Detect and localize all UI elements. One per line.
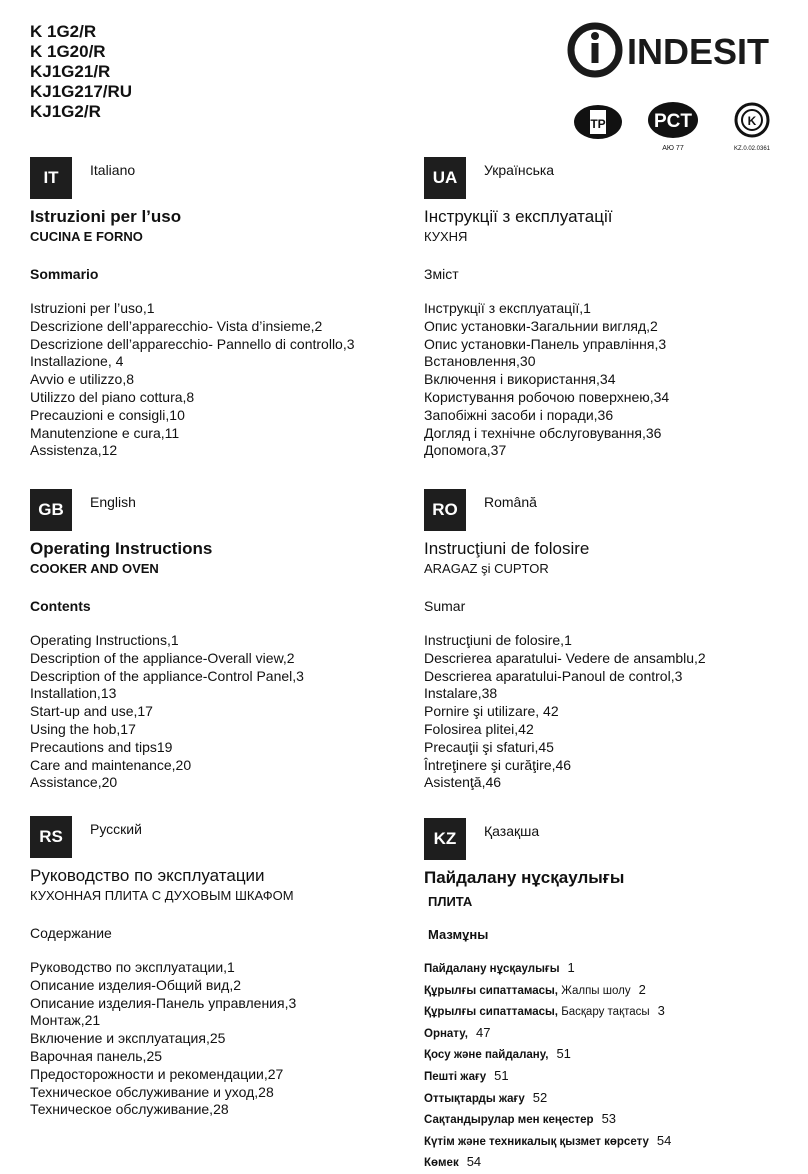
section-subtitle: КУХНЯ <box>424 229 468 244</box>
list-item: Descrizione dell’apparecchio- Pannello di controllo,3 <box>30 335 355 352</box>
section-title: Руководство по эксплуатации <box>30 866 265 885</box>
section-subtitle: КУХОННАЯ ПЛИТА С ДУХОВЫМ ШКАФОМ <box>30 888 294 903</box>
page-number: 53 <box>601 1111 617 1127</box>
model-name: K 1G20/R <box>30 42 106 61</box>
contents-heading: Sommario <box>30 266 99 282</box>
language-badge: UA <box>424 157 466 199</box>
item-title: Орнату, <box>424 1027 468 1040</box>
item-title: Сақтандырулар мен кеңестер <box>424 1114 594 1127</box>
list-item: Folosirea plitei,42 <box>424 720 534 737</box>
list-item: Assistance,20 <box>30 774 118 791</box>
section-kz <box>424 818 804 1174</box>
gost-tr-icon <box>574 105 622 139</box>
section-title: Istruzioni per l’uso <box>30 207 182 226</box>
page-number: 47 <box>475 1024 491 1040</box>
list-item: Догляд і технічне обслуговування,36 <box>424 424 662 441</box>
item-title: Көмек <box>424 1157 459 1170</box>
list-item: Інструкції з експлуатації,1 <box>424 300 591 316</box>
language-name: Українська <box>484 162 555 178</box>
list-item: Avvio e utilizzo,8 <box>30 371 135 388</box>
list-item: Описание изделия-Панель управления,3 <box>30 994 297 1011</box>
section-subtitle: ПЛИТА <box>428 894 473 909</box>
pct-icon <box>648 102 698 152</box>
list-item: Варочная панель,25 <box>30 1047 163 1064</box>
list-item <box>424 1001 804 1023</box>
model-name: K 1G2/R <box>30 22 97 41</box>
language-badge: RO <box>424 489 466 531</box>
item-title: Күтім және техникалық қызмет көрсету <box>424 1135 649 1148</box>
certification-marks <box>570 98 785 153</box>
section-ua <box>424 157 804 460</box>
section-subtitle: COOKER AND OVEN <box>30 561 159 576</box>
page-number: 54 <box>466 1154 482 1170</box>
language-badge: IT <box>30 157 72 199</box>
page-number: 54 <box>656 1132 672 1148</box>
contents-heading: Мазмұны <box>428 927 489 942</box>
contents-heading: Sumar <box>424 598 466 614</box>
page-number: 52 <box>532 1089 548 1105</box>
list-item: Описание изделия-Общий вид,2 <box>30 976 242 993</box>
list-item: Întreţinere şi curăţire,46 <box>424 756 572 773</box>
table-of-contents <box>30 300 410 460</box>
list-item: Description of the appliance-Control Panel,3 <box>30 667 304 684</box>
list-item: Description of the appliance-Overall view,2 <box>30 649 295 666</box>
list-item: Руководство по эксплуатации,1 <box>30 959 235 975</box>
list-item <box>424 1088 804 1110</box>
list-item: Start-up and use,17 <box>30 703 153 720</box>
section-subtitle: ARAGAZ şi CUPTOR <box>424 561 549 576</box>
language-name: Русский <box>90 821 142 837</box>
page-number: 3 <box>657 1003 665 1019</box>
item-subtitle: Басқару тақтасы <box>558 1006 650 1019</box>
list-item: Instalare,38 <box>424 685 498 702</box>
page-number: 2 <box>638 981 646 997</box>
section-title: Пайдалану нұсқаулығы <box>424 868 625 887</box>
list-item: Utilizzo del piano cottura,8 <box>30 388 195 405</box>
language-name: English <box>90 494 136 510</box>
model-name: KJ1G2/R <box>30 102 101 121</box>
language-badge: KZ <box>424 818 466 860</box>
list-item: Включення і використання,34 <box>424 371 616 388</box>
item-title: Пешті жағу <box>424 1070 487 1083</box>
list-item: Допомога,37 <box>424 442 507 459</box>
list-item: Встановлення,30 <box>424 353 536 370</box>
model-name: KJ1G217/RU <box>30 82 133 101</box>
list-item <box>424 1066 804 1088</box>
section-title: Operating Instructions <box>30 539 213 558</box>
contents-heading: Содержание <box>30 925 112 941</box>
item-title: Қосу және пайдалану, <box>424 1049 549 1062</box>
list-item <box>424 1131 804 1153</box>
table-of-contents <box>424 958 804 1174</box>
brand-name: INDESIT <box>627 31 770 72</box>
section-title: Інструкції з експлуатації <box>424 207 613 226</box>
svg-text:TP: TP <box>590 117 606 131</box>
page-number: 1 <box>567 960 575 975</box>
list-item: Включение и эксплуатация,25 <box>30 1030 226 1047</box>
list-item: Assistenza,12 <box>30 442 118 459</box>
list-item: Предосторожности и рекомендации,27 <box>30 1065 284 1082</box>
model-list <box>30 22 132 122</box>
list-item: Manutenzione e cura,11 <box>30 424 180 441</box>
cert-code-aio: АЮ 77 <box>662 145 684 152</box>
list-item <box>424 1023 804 1045</box>
list-item <box>424 958 804 980</box>
indesit-logo <box>565 20 785 80</box>
cert-code-kz: KZ.0.02.0361 <box>733 146 771 152</box>
list-item <box>424 1044 804 1066</box>
item-title: Құрылғы сипаттамасы, <box>424 984 559 997</box>
list-item <box>424 980 804 1002</box>
list-item: Precauţii şi sfaturi,45 <box>424 738 554 755</box>
list-item: Descrierea aparatului-Panoul de control,3 <box>424 667 683 684</box>
svg-text:PCT: PCT <box>654 111 692 132</box>
section-gb <box>30 489 410 792</box>
list-item: Precauzioni e consigli,10 <box>30 406 185 423</box>
item-title: Пайдалану нұсқаулығы <box>424 963 560 975</box>
section-title: Instrucţiuni de folosire <box>424 539 590 558</box>
list-item: Installazione, 4 <box>30 353 124 370</box>
section-ro <box>424 489 804 792</box>
list-item: Запобіжні засоби і поради,36 <box>424 406 614 423</box>
contents-heading: Зміст <box>424 266 459 282</box>
list-item: Installation,13 <box>30 685 117 702</box>
section-rs <box>30 816 410 1119</box>
list-item <box>424 1109 804 1131</box>
item-title: Құрылғы сипаттамасы, <box>424 1006 559 1019</box>
list-item: Pornire şi utilizare, 42 <box>424 703 559 720</box>
list-item: Care and maintenance,20 <box>30 756 192 773</box>
language-name: Română <box>484 494 537 510</box>
list-item: Опис установки-Загальнии вигляд,2 <box>424 317 658 334</box>
list-item: Asistenţă,46 <box>424 774 502 791</box>
list-item: Precautions and tips19 <box>30 738 173 755</box>
page-number: 51 <box>494 1067 509 1083</box>
list-item: Техническое обслуживание и уход,28 <box>30 1083 274 1100</box>
svg-text:K: K <box>747 114 757 128</box>
contents-heading: Contents <box>30 598 91 614</box>
model-name: KJ1G21/R <box>30 62 111 81</box>
list-item: Опис установки-Панель управління,3 <box>424 335 667 352</box>
item-subtitle: Жалпы шолу <box>558 984 631 997</box>
language-name: Қазақша <box>484 823 540 839</box>
language-badge: RS <box>30 816 72 858</box>
list-item: Instrucţiuni de folosire,1 <box>424 632 572 648</box>
table-of-contents <box>30 632 410 792</box>
list-item: Техническое обслуживание,28 <box>30 1101 229 1118</box>
list-item: Descrierea aparatului- Vedere de ansamblu,2 <box>424 649 706 666</box>
section-subtitle: CUCINA E FORNO <box>30 229 143 244</box>
list-item: Using the hob,17 <box>30 720 136 737</box>
table-of-contents <box>424 300 804 460</box>
list-item: Istruzioni per l’uso,1 <box>30 300 155 316</box>
item-title: Оттықтарды жағу <box>424 1092 525 1105</box>
list-item: Operating Instructions,1 <box>30 632 179 648</box>
language-badge: GB <box>30 489 72 531</box>
table-of-contents <box>424 632 804 792</box>
kz-cert-icon <box>734 104 771 152</box>
table-of-contents <box>30 959 410 1119</box>
list-item: Користування робочою поверхнею,34 <box>424 388 670 405</box>
list-item: Монтаж,21 <box>30 1012 101 1029</box>
page-number: 51 <box>556 1046 571 1062</box>
language-name: Italiano <box>90 162 136 178</box>
list-item: Descrizione dell’apparecchio- Vista d’insieme,2 <box>30 317 323 334</box>
section-it <box>30 157 410 460</box>
